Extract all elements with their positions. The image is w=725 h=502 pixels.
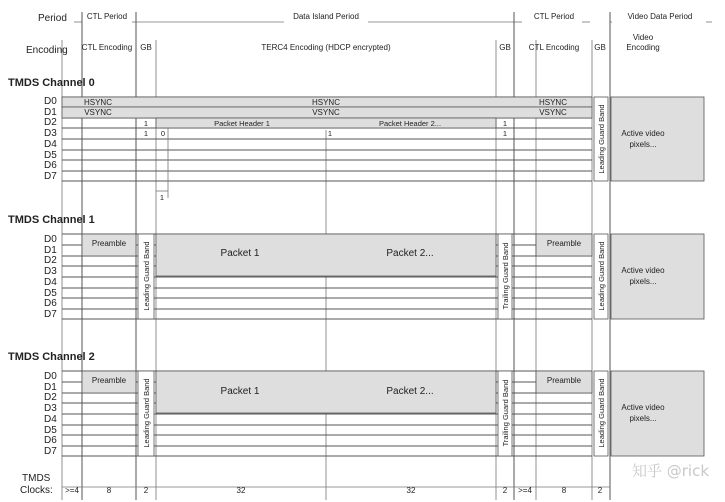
ch1-packet-box bbox=[156, 234, 496, 276]
ch2-preamble-right-label: Preamble bbox=[546, 376, 582, 385]
clock-preamble-right: 8 bbox=[561, 486, 567, 495]
encoding-ctl-right: CTL Encoding bbox=[528, 43, 580, 52]
watermark: 知乎 @rick bbox=[632, 462, 710, 480]
channel1-title: TMDS Channel 1 bbox=[8, 214, 95, 226]
ch1-d3: D3 bbox=[44, 266, 57, 277]
ch2-d3: D3 bbox=[44, 403, 57, 414]
ch0-d6: D6 bbox=[44, 160, 57, 171]
ch2-packet-box bbox=[156, 371, 496, 413]
ch1-preamble-right-label: Preamble bbox=[546, 239, 582, 248]
ch0-d7: D7 bbox=[44, 171, 57, 182]
ch2-d5: D5 bbox=[44, 425, 57, 436]
encoding-ctl-left: CTL Encoding bbox=[81, 43, 133, 52]
ch2-d6: D6 bbox=[44, 435, 57, 446]
ch1-active-video-line1: Active video bbox=[621, 266, 665, 275]
encoding-video-line2: Encoding bbox=[626, 43, 660, 52]
ch0-d1: D1 bbox=[44, 107, 57, 118]
clock-ctl-left-min: >=4 bbox=[65, 486, 79, 495]
channel0-title: TMDS Channel 0 bbox=[8, 77, 95, 89]
ch0-d3-gb-right: 1 bbox=[502, 129, 508, 138]
ch2-packet-1: Packet 1 bbox=[220, 386, 260, 397]
ch0-hsync-right: HSYNC bbox=[538, 98, 568, 107]
ch0-vsync-mid: VSYNC bbox=[312, 108, 340, 117]
ch0-d5: D5 bbox=[44, 150, 57, 161]
channel2-title: TMDS Channel 2 bbox=[8, 351, 95, 363]
ch1-active-video-line2: pixels... bbox=[629, 277, 657, 286]
ch0-d2-gb-left: 1 bbox=[143, 119, 149, 128]
encoding-terc4: TERC4 Encoding (HDCP encrypted) bbox=[261, 43, 391, 52]
encoding-gb-video: GB bbox=[594, 43, 606, 52]
ch1-d0: D0 bbox=[44, 234, 57, 245]
ch0-packet-header-bar bbox=[156, 118, 496, 128]
encoding-label: Encoding bbox=[26, 45, 68, 56]
ch1-packet-2: Packet 2... bbox=[386, 248, 434, 259]
ch0-d2: D2 bbox=[44, 117, 57, 128]
ch1-d4: D4 bbox=[44, 277, 57, 288]
period-video-data: Video Data Period bbox=[627, 12, 693, 21]
encoding-gb-right: GB bbox=[499, 43, 511, 52]
ch2-leading-guard-band: Leading Guard Band bbox=[142, 378, 151, 448]
clock-preamble-left: 8 bbox=[106, 486, 112, 495]
ch2-active-video-line1: Active video bbox=[621, 403, 665, 412]
period-ctl-left: CTL Period bbox=[86, 12, 128, 21]
ch1-d2: D2 bbox=[44, 255, 57, 266]
ch1-trailing-guard-band: Trailing Guard Band bbox=[501, 242, 510, 310]
ch2-d4: D4 bbox=[44, 414, 57, 425]
channel0-row-labels bbox=[44, 96, 57, 182]
ch0-packet-header-2: Packet Header 2... bbox=[378, 119, 442, 128]
ch0-d2-gb-right: 1 bbox=[502, 119, 508, 128]
ch0-packet-header-1: Packet Header 1 bbox=[214, 119, 270, 128]
channel1-row-labels bbox=[44, 234, 57, 320]
ch1-active-video-box bbox=[611, 234, 704, 319]
ch0-hsync-left: HSYNC bbox=[83, 98, 113, 107]
ch0-d3-one: 1 bbox=[327, 129, 333, 138]
ch2-d1: D1 bbox=[44, 382, 57, 393]
encoding-video-line1: Video bbox=[632, 33, 654, 42]
ch2-d0: D0 bbox=[44, 371, 57, 382]
ch0-active-video-line2: pixels... bbox=[629, 140, 657, 149]
encoding-row bbox=[26, 33, 660, 56]
clock-packet-2: 32 bbox=[406, 486, 416, 495]
period-ctl-right: CTL Period bbox=[533, 12, 575, 21]
ch1-preamble-left-label: Preamble bbox=[91, 239, 127, 248]
period-data-island: Data Island Period bbox=[293, 12, 359, 21]
clock-ctl-right-min: >=4 bbox=[518, 486, 532, 495]
ch0-width-marker: 1 bbox=[159, 193, 165, 202]
encoding-gb-left: GB bbox=[140, 43, 152, 52]
ch2-preamble-left-label: Preamble bbox=[91, 376, 127, 385]
ch1-video-leading-guard-band: Leading Guard Band bbox=[597, 241, 606, 311]
ch0-d3-zero: 0 bbox=[160, 129, 166, 138]
ch2-video-leading-guard-band: Leading Guard Band bbox=[597, 378, 606, 448]
ch0-video-leading-guard-band: Leading Guard Band bbox=[597, 104, 606, 174]
ch1-packet-1: Packet 1 bbox=[220, 248, 260, 259]
channel2-row-labels bbox=[44, 371, 57, 457]
ch1-d7: D7 bbox=[44, 309, 57, 320]
ch0-d3: D3 bbox=[44, 128, 57, 139]
ch0-d3-gb-left: 1 bbox=[143, 129, 149, 138]
ch0-active-video-line1: Active video bbox=[621, 129, 665, 138]
ch2-active-video-line2: pixels... bbox=[629, 414, 657, 423]
ch1-leading-guard-band: Leading Guard Band bbox=[142, 241, 151, 311]
clock-trailing-gb: 2 bbox=[502, 486, 508, 495]
ch1-d1: D1 bbox=[44, 245, 57, 256]
ch2-packet-2: Packet 2... bbox=[386, 386, 434, 397]
ch2-trailing-guard-band: Trailing Guard Band bbox=[501, 379, 510, 447]
clock-packet-1: 32 bbox=[236, 486, 246, 495]
clock-video-gb: 2 bbox=[597, 486, 603, 495]
clock-leading-gb: 2 bbox=[143, 486, 149, 495]
period-label: Period bbox=[38, 13, 67, 24]
clocks-label-line1: TMDS bbox=[22, 473, 51, 484]
ch0-active-video-box bbox=[611, 97, 704, 181]
ch0-vsync-right: VSYNC bbox=[539, 108, 567, 117]
ch0-hsync-mid: HSYNC bbox=[311, 98, 341, 107]
clocks-label-line2: Clocks: bbox=[20, 485, 53, 496]
ch0-vsync-left: VSYNC bbox=[84, 108, 112, 117]
ch0-d0: D0 bbox=[44, 96, 57, 107]
ch0-d4: D4 bbox=[44, 139, 57, 150]
ch2-d2: D2 bbox=[44, 392, 57, 403]
ch1-d5: D5 bbox=[44, 288, 57, 299]
ch2-active-video-box bbox=[611, 371, 704, 456]
ch2-d7: D7 bbox=[44, 446, 57, 457]
ch1-d6: D6 bbox=[44, 298, 57, 309]
